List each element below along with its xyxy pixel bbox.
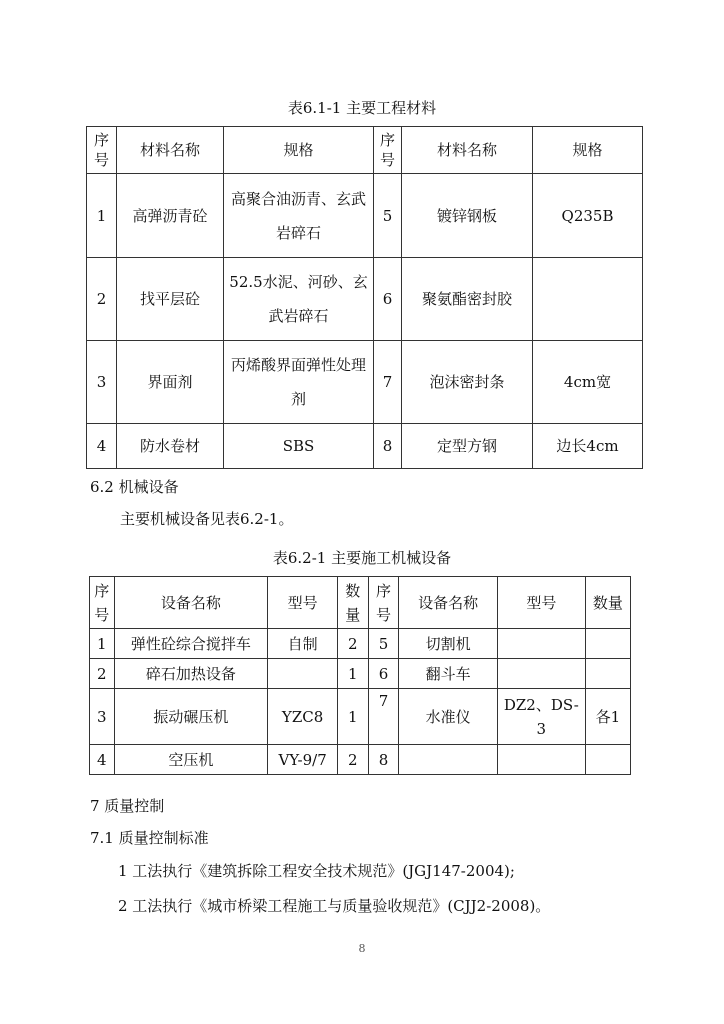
header-cell: 型号	[497, 577, 585, 629]
table-cell: 切割机	[399, 629, 497, 659]
table-cell: 防水卷材	[117, 424, 224, 469]
table-cell: DZ2、DS-3	[497, 689, 585, 745]
table-cell: VY-9/7	[268, 745, 338, 775]
table-cell: 高聚合油沥青、玄武岩碎石	[224, 174, 374, 258]
table-cell	[497, 745, 585, 775]
table-row	[90, 629, 631, 659]
header-cell: 设备名称	[114, 577, 268, 629]
table-cell: 4cm宽	[533, 341, 643, 424]
header-cell: 序号	[374, 127, 402, 174]
table-cell: 泡沫密封条	[402, 341, 533, 424]
table-cell	[533, 258, 643, 341]
header-cell: 规格	[224, 127, 374, 174]
table-cell	[497, 659, 585, 689]
table-cell: 水准仪	[399, 689, 497, 745]
header-cell: 序号	[368, 577, 399, 629]
header-cell: 规格	[533, 127, 643, 174]
table-cell	[585, 629, 630, 659]
table-header-row	[87, 127, 643, 174]
standard-item-2: 2 工法执行《城市桥梁工程施工与质量验收规范》(CJJ2-2008)。	[118, 897, 551, 915]
table-cell: 振动碾压机	[114, 689, 268, 745]
table-cell	[399, 745, 497, 775]
table-cell: 5	[368, 629, 399, 659]
table-cell: 2	[337, 629, 368, 659]
table-cell: 52.5水泥、河砂、玄武岩碎石	[224, 258, 374, 341]
table-cell	[585, 745, 630, 775]
table-cell: SBS	[224, 424, 374, 469]
table-cell: 1	[90, 629, 115, 659]
header-cell: 型号	[268, 577, 338, 629]
table-cell: 5	[374, 174, 402, 258]
table-cell: 聚氨酯密封胶	[402, 258, 533, 341]
header-cell: 序号	[90, 577, 115, 629]
section-6-2-heading: 6.2 机械设备	[90, 478, 179, 496]
table-cell: 定型方钢	[402, 424, 533, 469]
table-cell: Q235B	[533, 174, 643, 258]
table-cell: 4	[90, 745, 115, 775]
table-row	[87, 424, 643, 469]
table-cell: 自制	[268, 629, 338, 659]
table-cell: 丙烯酸界面弹性处理剂	[224, 341, 374, 424]
table-cell: 1	[337, 659, 368, 689]
header-cell: 数量	[337, 577, 368, 629]
table-header-row	[90, 577, 631, 629]
table-cell: 8	[374, 424, 402, 469]
table-row	[90, 745, 631, 775]
table-cell: 2	[90, 659, 115, 689]
table-cell: 找平层砼	[117, 258, 224, 341]
table-cell: 2	[87, 258, 117, 341]
table-cell: 碎石加热设备	[114, 659, 268, 689]
table-cell: 镀锌钢板	[402, 174, 533, 258]
table-cell: 6	[374, 258, 402, 341]
page-number: 8	[358, 942, 366, 955]
table-cell	[497, 629, 585, 659]
table2-caption: 表6.2-1 主要施工机械设备	[272, 549, 452, 567]
header-cell: 序号	[87, 127, 117, 174]
table-cell: 翻斗车	[399, 659, 497, 689]
section-6-2-text: 主要机械设备见表6.2-1。	[120, 510, 294, 528]
header-cell: 数量	[585, 577, 630, 629]
header-cell: 材料名称	[402, 127, 533, 174]
materials-table	[86, 126, 643, 469]
table-cell: 弹性砼综合搅拌车	[114, 629, 268, 659]
table-cell: 7	[374, 341, 402, 424]
table-cell: 4	[87, 424, 117, 469]
standard-item-1: 1 工法执行《建筑拆除工程安全技术规范》(JGJ147-2004);	[118, 862, 515, 880]
table-row	[87, 258, 643, 341]
table-cell: 高弹沥青砼	[117, 174, 224, 258]
table-cell: 2	[337, 745, 368, 775]
table-cell	[268, 659, 338, 689]
table-cell: 1	[87, 174, 117, 258]
table-cell: 边长4cm	[533, 424, 643, 469]
equipment-table	[89, 576, 631, 775]
table-cell: 8	[368, 745, 399, 775]
table-row	[90, 689, 631, 745]
table-cell: 3	[87, 341, 117, 424]
table-cell	[585, 659, 630, 689]
table-row	[87, 341, 643, 424]
section-7-1-heading: 7.1 质量控制标准	[90, 829, 209, 847]
table-row	[90, 659, 631, 689]
table-cell: 3	[90, 689, 115, 745]
table-cell: 7	[368, 689, 399, 745]
table1-caption: 表6.1-1 主要工程材料	[287, 99, 437, 117]
table-cell: YZC8	[268, 689, 338, 745]
table-cell: 各1	[585, 689, 630, 745]
section-7-heading: 7 质量控制	[90, 797, 165, 815]
table-row	[87, 174, 643, 258]
table-cell: 6	[368, 659, 399, 689]
header-cell: 材料名称	[117, 127, 224, 174]
table-cell: 1	[337, 689, 368, 745]
table-cell: 界面剂	[117, 341, 224, 424]
header-cell: 设备名称	[399, 577, 497, 629]
table-cell: 空压机	[114, 745, 268, 775]
